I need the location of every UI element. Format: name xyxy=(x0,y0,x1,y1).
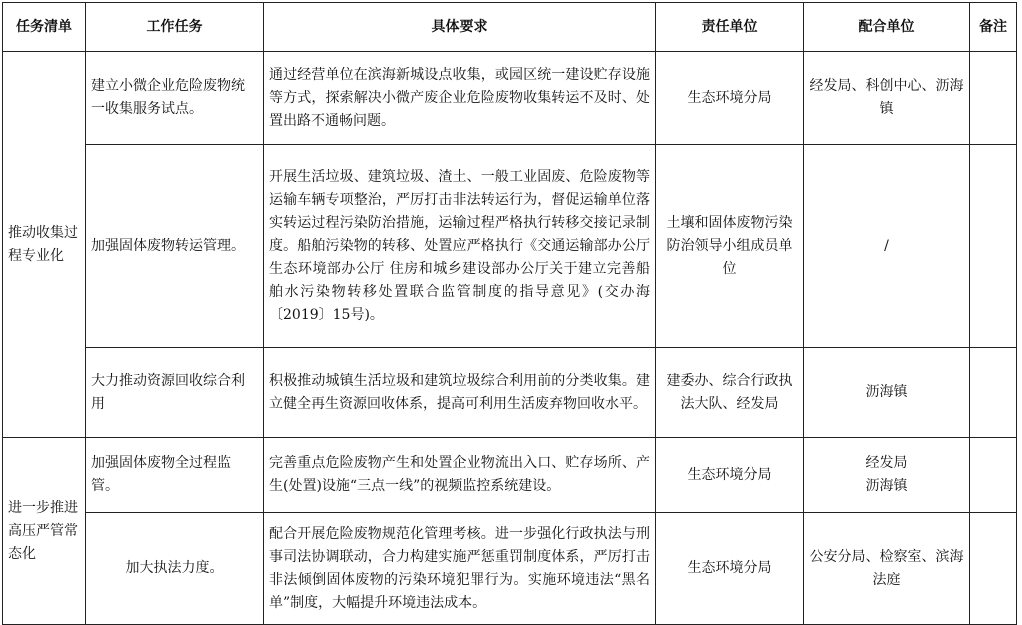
responsible-cell: 生态环境分局 xyxy=(656,513,804,625)
task-cell: 加大执法力度。 xyxy=(86,513,264,625)
header-requirement: 具体要求 xyxy=(264,3,656,52)
header-task: 工作任务 xyxy=(86,3,264,52)
remarks-cell xyxy=(970,513,1017,625)
task-table xyxy=(2,2,1017,625)
responsible-cell: 生态环境分局 xyxy=(656,52,804,145)
table-row xyxy=(3,145,1017,348)
cooperating-cell: 经发局、科创中心、沥海镇 xyxy=(804,52,970,145)
requirement-cell: 积极推动城镇生活垃圾和建筑垃圾综合利用前的分类收集。建立健全再生资源回收体系，提高可利用生活废弃物回收水平。 xyxy=(264,348,656,438)
header-responsible: 责任单位 xyxy=(656,3,804,52)
requirement-cell: 通过经营单位在滨海新城设点收集，或园区统一建设贮存设施等方式，探索解决小微产废企业危险废物收集转运不及时、处置出路不通畅问题。 xyxy=(264,52,656,145)
remarks-cell xyxy=(970,145,1017,348)
category-cell: 进一步推进高压严管常态化 xyxy=(3,438,86,625)
remarks-cell xyxy=(970,348,1017,438)
requirement-cell: 开展生活垃圾、建筑垃圾、渣土、一般工业固废、危险废物等运输车辆专项整治，严厉打击非法转运行为，督促运输单位落实转运过程污染防治措施，运输过程严格执行转移交接记录制度。船舶污染物的转移、处置应严格执行《交通运输部办公厅 生态环境部办公厅 住房和城乡建设部办公厅关于建立完善船舶水污染物转移处置联合监管制度的指导意见》(交办海〔2019〕15号)。 xyxy=(264,145,656,348)
table-row xyxy=(3,513,1017,625)
cooperating-cell: 公安分局、检察室、滨海法庭 xyxy=(804,513,970,625)
header-cooperating: 配合单位 xyxy=(804,3,970,52)
remarks-cell xyxy=(970,438,1017,513)
category-cell: 推动收集过程专业化 xyxy=(3,52,86,438)
requirement-cell: 配合开展危险废物规范化管理考核。进一步强化行政执法与刑事司法协调联动，合力构建实施严惩重罚制度体系，严厉打击非法倾倒固体废物的污染环境犯罪行为。实施环境违法“黑名单”制度，大幅提升环境违法成本。 xyxy=(264,513,656,625)
table-row xyxy=(3,52,1017,145)
header-category: 任务清单 xyxy=(3,3,86,52)
table-header-row xyxy=(3,3,1017,52)
task-cell: 大力推动资源回收综合利用 xyxy=(86,348,264,438)
requirement-cell: 完善重点危险废物产生和处置企业物流出入口、贮存场所、产生(处置)设施“三点一线”的视频监控系统建设。 xyxy=(264,438,656,513)
responsible-cell: 建委办、综合行政执法大队、经发局 xyxy=(656,348,804,438)
table-row xyxy=(3,438,1017,513)
responsible-cell: 土壤和固体废物污染防治领导小组成员单位 xyxy=(656,145,804,348)
responsible-cell: 生态环境分局 xyxy=(656,438,804,513)
task-cell: 加强固体废物转运管理。 xyxy=(86,145,264,348)
cooperating-cell: / xyxy=(804,145,970,348)
cooperating-cell: 沥海镇 xyxy=(804,348,970,438)
table-row xyxy=(3,348,1017,438)
task-cell: 加强固体废物全过程监管。 xyxy=(86,438,264,513)
header-remarks: 备注 xyxy=(970,3,1017,52)
task-cell: 建立小微企业危险废物统一收集服务试点。 xyxy=(86,52,264,145)
cooperating-cell: 经发局 沥海镇 xyxy=(804,438,970,513)
remarks-cell xyxy=(970,52,1017,145)
